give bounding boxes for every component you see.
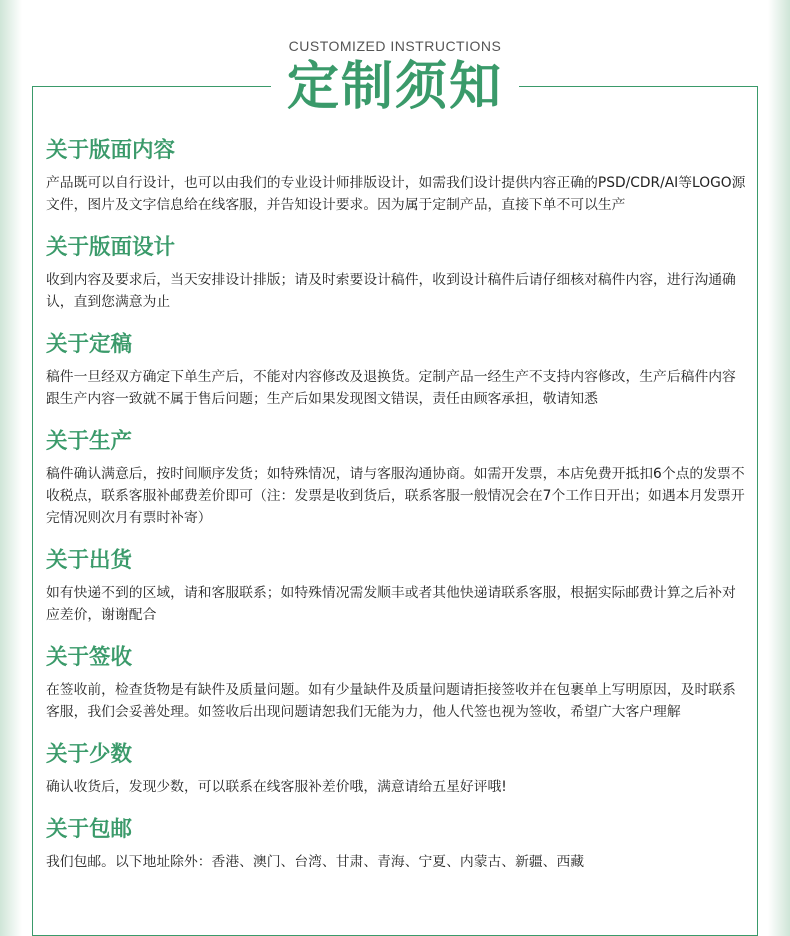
section-body: 我们包邮。以下地址除外：香港、澳门、台湾、甘肃、青海、宁夏、内蒙古、新疆、西藏 xyxy=(46,854,585,870)
section-body: 确认收货后，发现少数，可以联系在线客服补差价哦，满意请给五星好评哦! xyxy=(46,779,507,795)
section-production xyxy=(46,427,746,529)
section-heading: 关于包邮 xyxy=(46,817,133,842)
section-body: 在签收前，检查货物是有缺件及质量问题。如有少量缺件及质量问题请拒接签收并在包裹单上写明原因，及时联系客服，我们会妥善处理。如签收后出现问题请恕我们无能为力，他人代签也视为签收，希望广大客户理解 xyxy=(46,682,736,720)
section-heading: 关于版面设计 xyxy=(46,235,176,260)
section-heading: 关于定稿 xyxy=(46,332,133,357)
section-heading: 关于少数 xyxy=(46,742,133,767)
section-body: 如有快递不到的区域，请和客服联系；如特殊情况需发顺丰或者其他快递请联系客服，根据实际邮费计算之后补对应差价，谢谢配合 xyxy=(46,585,736,623)
instructions-content xyxy=(46,136,746,890)
section-heading: 关于版面内容 xyxy=(46,138,176,163)
section-heading: 关于签收 xyxy=(46,645,133,670)
section-body: 稿件确认满意后，按时间顺序发货；如特殊情况，请与客服沟通协商。如需开发票，本店免费开抵扣6个点的发票不收税点，联系客服补邮费差价即可（注：发票是收到货后，联系客服一般情况会在7个工作日开出；如遇本月发票开完情况则次月有票时补寄） xyxy=(46,466,745,526)
section-heading: 关于出货 xyxy=(46,548,133,573)
section-short-quantity xyxy=(46,740,746,798)
section-heading: 关于生产 xyxy=(46,429,133,454)
section-free-shipping xyxy=(46,815,746,873)
section-body: 稿件一旦经双方确定下单生产后，不能对内容修改及退换货。定制产品一经生产不支持内容修改，生产后稿件内容跟生产内容一致就不属于售后问题；生产后如果发现图文错误，责任由顾客承担，敬请知悉 xyxy=(46,369,736,407)
page-title-wrap xyxy=(0,56,790,118)
section-layout-content xyxy=(46,136,746,216)
section-body: 产品既可以自行设计，也可以由我们的专业设计师排版设计，如需我们设计提供内容正确的PSD/CDR/AI等LOGO源文件，图片及文字信息给在线客服，并告知设计要求。因为属于定制产品，直接下单不可以生产 xyxy=(46,175,746,213)
page-title: 定制须知 xyxy=(271,56,519,118)
section-final-draft xyxy=(46,330,746,410)
section-shipping xyxy=(46,546,746,626)
section-body: 收到内容及要求后，当天安排设计排版；请及时索要设计稿件，收到设计稿件后请仔细核对稿件内容，进行沟通确认，直到您满意为止 xyxy=(46,272,736,310)
section-signing xyxy=(46,643,746,723)
page-subtitle: CUSTOMIZED INSTRUCTIONS xyxy=(288,38,502,54)
section-layout-design xyxy=(46,233,746,313)
